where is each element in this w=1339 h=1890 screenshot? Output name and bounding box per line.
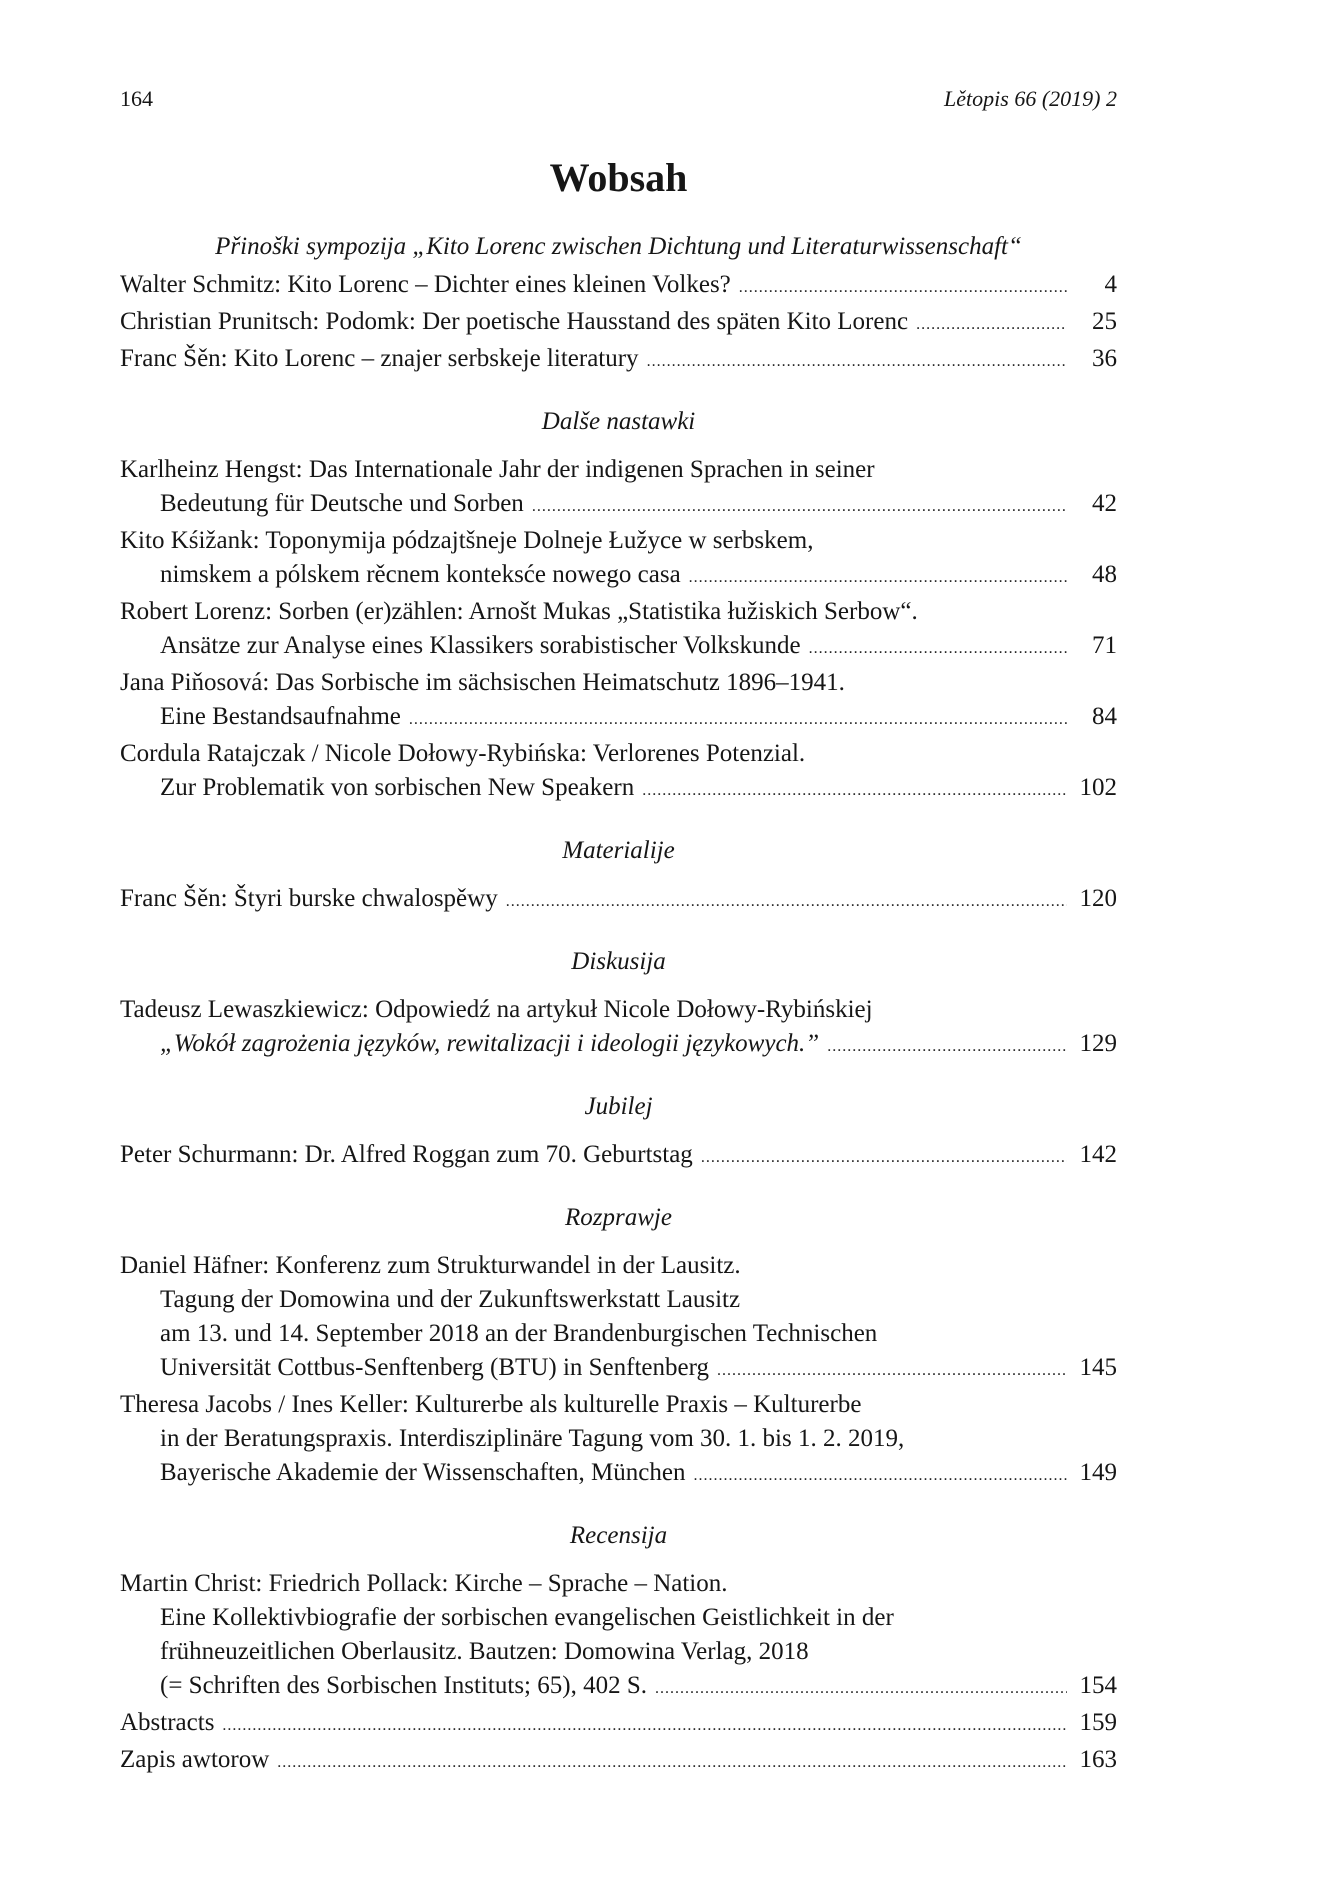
toc-entry-title: nimskem a pólskem rěcnem konteksće nowego casa (160, 561, 681, 588)
toc-entry[interactable] (120, 342, 1117, 379)
journal-reference: Lětopis 66 (2019) 2 (944, 86, 1117, 111)
toc-entry[interactable] (120, 1388, 1117, 1493)
toc-entry-last-line (120, 1138, 1117, 1175)
dot-leader (655, 1672, 1067, 1706)
toc-entry[interactable] (120, 524, 1117, 595)
toc-entry-line: am 13. und 14. September 2018 an der Brandenburgischen Technischen (160, 1320, 878, 1347)
toc-entry[interactable] (120, 993, 1117, 1064)
toc-entry-line: Daniel Häfner: Konferenz zum Strukturwandel in der Lausitz. (120, 1252, 741, 1279)
toc-page-number: 48 (1092, 561, 1117, 588)
toc-entry-last-line (120, 1027, 1117, 1064)
toc-entry-title: Abstracts (120, 1709, 215, 1736)
toc-entry-line: Karlheinz Hengst: Das Internationale Jahr der indigenen Sprachen in seiner (120, 456, 875, 483)
toc-page-number: 42 (1092, 490, 1117, 517)
dot-leader (277, 1746, 1067, 1780)
toc-entry-line: in der Beratungspraxis. Interdisziplinäre Tagung vom 30. 1. bis 1. 2. 2019, (160, 1425, 905, 1452)
dot-leader (916, 308, 1067, 342)
toc-page-number: 154 (1079, 1672, 1117, 1699)
toc-entry-line: frühneuzeitlichen Oberlausitz. Bautzen: Domowina Verlag, 2018 (160, 1638, 809, 1665)
toc-entry-title: Eine Bestandsaufnahme (160, 703, 401, 730)
toc-entry-last-line (120, 305, 1117, 342)
toc-page-number: 25 (1092, 308, 1117, 335)
toc-entry-line: Tadeusz Lewaszkiewicz: Odpowiedź na artykuł Nicole Dołowy-Rybińskiej (120, 996, 873, 1023)
toc-entry-title: „Wokół zagrożenia języków, rewitalizacji i ideologii językowych.” (160, 1030, 820, 1057)
section-heading: Dalše nastawki (541, 408, 696, 435)
page (120, 86, 1117, 1780)
toc-entry-title: Christian Prunitsch: Podomk: Der poetische Hausstand des späten Kito Lorenc (120, 308, 909, 335)
toc-page-number: 84 (1092, 703, 1117, 730)
toc-page-number: 163 (1079, 1746, 1117, 1773)
section-heading: Přinoški sympozija „Kito Lorenc zwischen Dichtung und Literaturwissenschaft“ (215, 233, 1022, 260)
toc-entry-title: Franc Šěn: Štyri burske chwalospěwy (120, 885, 498, 912)
toc-page-number: 4 (1104, 271, 1117, 298)
toc-entry[interactable] (120, 1249, 1117, 1388)
toc-entry-title: Bedeutung für Deutsche und Sorben (160, 490, 524, 517)
toc-entry-last-line (120, 1456, 1117, 1493)
running-header (120, 86, 1117, 116)
dot-leader (739, 271, 1067, 305)
toc-entry-line: Cordula Ratajczak / Nicole Dołowy-Rybińska: Verlorenes Potenzial. (120, 740, 806, 767)
dot-leader (647, 345, 1067, 379)
dot-leader (642, 774, 1067, 808)
dot-leader (222, 1709, 1067, 1743)
toc-entry-last-line (120, 882, 1117, 919)
dot-leader (506, 885, 1067, 919)
toc-entry-title: Peter Schurmann: Dr. Alfred Roggan zum 70. Geburtstag (120, 1141, 693, 1168)
toc-entry-line: Eine Kollektivbiografie der sorbischen evangelischen Geistlichkeit in der (160, 1604, 894, 1631)
toc-page-number: 142 (1079, 1141, 1117, 1168)
toc-entry-title: Franc Šěn: Kito Lorenc – znajer serbskeje literatury (120, 345, 639, 372)
section-heading: Rozprawje (565, 1204, 672, 1231)
toc-entry-title: (= Schriften des Sorbischen Instituts; 65), 402 S. (160, 1672, 647, 1699)
toc-entry[interactable] (120, 453, 1117, 524)
toc-entry[interactable] (120, 305, 1117, 342)
toc-entry-title: Bayerische Akademie der Wissenschaften, München (160, 1459, 686, 1486)
dot-leader (532, 490, 1067, 524)
dot-leader (701, 1141, 1067, 1175)
toc-entry-title: Ansätze zur Analyse eines Klassikers sorabistischer Volkskunde (160, 632, 801, 659)
toc-page-number: 145 (1079, 1354, 1117, 1381)
toc-entry-line: Theresa Jacobs / Ines Keller: Kulturerbe als kulturelle Praxis – Kulturerbe (120, 1391, 862, 1418)
page-title: Wobsah (549, 155, 688, 200)
toc-entry-last-line (120, 629, 1117, 666)
toc-entry[interactable] (120, 268, 1117, 305)
toc-entry[interactable] (120, 1743, 1117, 1780)
toc-entry-last-line (120, 342, 1117, 379)
toc-entry[interactable] (120, 666, 1117, 737)
toc-entry-line: Jana Piňosová: Das Sorbische im sächsischen Heimatschutz 1896–1941. (120, 669, 845, 696)
toc-entry-line: Martin Christ: Friedrich Pollack: Kirche – Sprache – Nation. (120, 1570, 728, 1597)
toc-entry-line: Robert Lorenz: Sorben (er)zählen: Arnošt Mukas „Statistika łužiskich Serbow“. (120, 598, 918, 625)
dot-leader (409, 703, 1067, 737)
toc-page-number: 36 (1092, 345, 1117, 372)
section-heading: Jubilej (584, 1093, 653, 1120)
toc-page-number: 149 (1079, 1459, 1117, 1486)
toc-entry[interactable] (120, 1567, 1117, 1706)
table-of-contents (120, 230, 1117, 1780)
section-heading: Diskusija (571, 948, 666, 975)
dot-leader (809, 632, 1067, 666)
toc-entry-last-line (120, 771, 1117, 808)
toc-entry-last-line (120, 558, 1117, 595)
toc-entry-last-line (120, 700, 1117, 737)
toc-entry[interactable] (120, 1706, 1117, 1743)
toc-entry-last-line (120, 1669, 1117, 1706)
toc-entry-line: Tagung der Domowina und der Zukunftswerkstatt Lausitz (160, 1286, 741, 1313)
toc-entry-last-line (120, 1351, 1117, 1388)
toc-page-number: 102 (1079, 774, 1117, 801)
toc-entry-last-line (120, 1743, 1117, 1780)
toc-entry-title: Walter Schmitz: Kito Lorenc – Dichter eines kleinen Volkes? (120, 271, 731, 298)
toc-entry-last-line (120, 1706, 1117, 1743)
toc-page-number: 120 (1079, 885, 1117, 912)
toc-page-number: 71 (1092, 632, 1117, 659)
toc-page-number: 129 (1079, 1030, 1117, 1057)
toc-entry-title: Universität Cottbus-Senftenberg (BTU) in Senftenberg (160, 1354, 709, 1381)
toc-page-number: 159 (1079, 1709, 1117, 1736)
section-heading: Materialije (562, 837, 675, 864)
dot-leader (717, 1354, 1067, 1388)
dot-leader (693, 1459, 1067, 1493)
toc-entry[interactable] (120, 1138, 1117, 1175)
toc-entry-title: Zapis awtorow (120, 1746, 270, 1773)
page-number: 164 (120, 86, 153, 111)
toc-entry-title: Zur Problematik von sorbischen New Speakern (160, 774, 635, 801)
toc-entry[interactable] (120, 737, 1117, 808)
toc-entry-last-line (120, 487, 1117, 524)
toc-entry[interactable] (120, 595, 1117, 666)
toc-entry-last-line (120, 268, 1117, 305)
section-heading: Recensija (569, 1522, 668, 1549)
toc-entry[interactable] (120, 882, 1117, 919)
toc-entry-line: Kito Kśižank: Toponymija pódzajtšneje Dolneje Łužyce w serbskem, (120, 527, 814, 554)
dot-leader (827, 1030, 1067, 1064)
dot-leader (689, 561, 1067, 595)
